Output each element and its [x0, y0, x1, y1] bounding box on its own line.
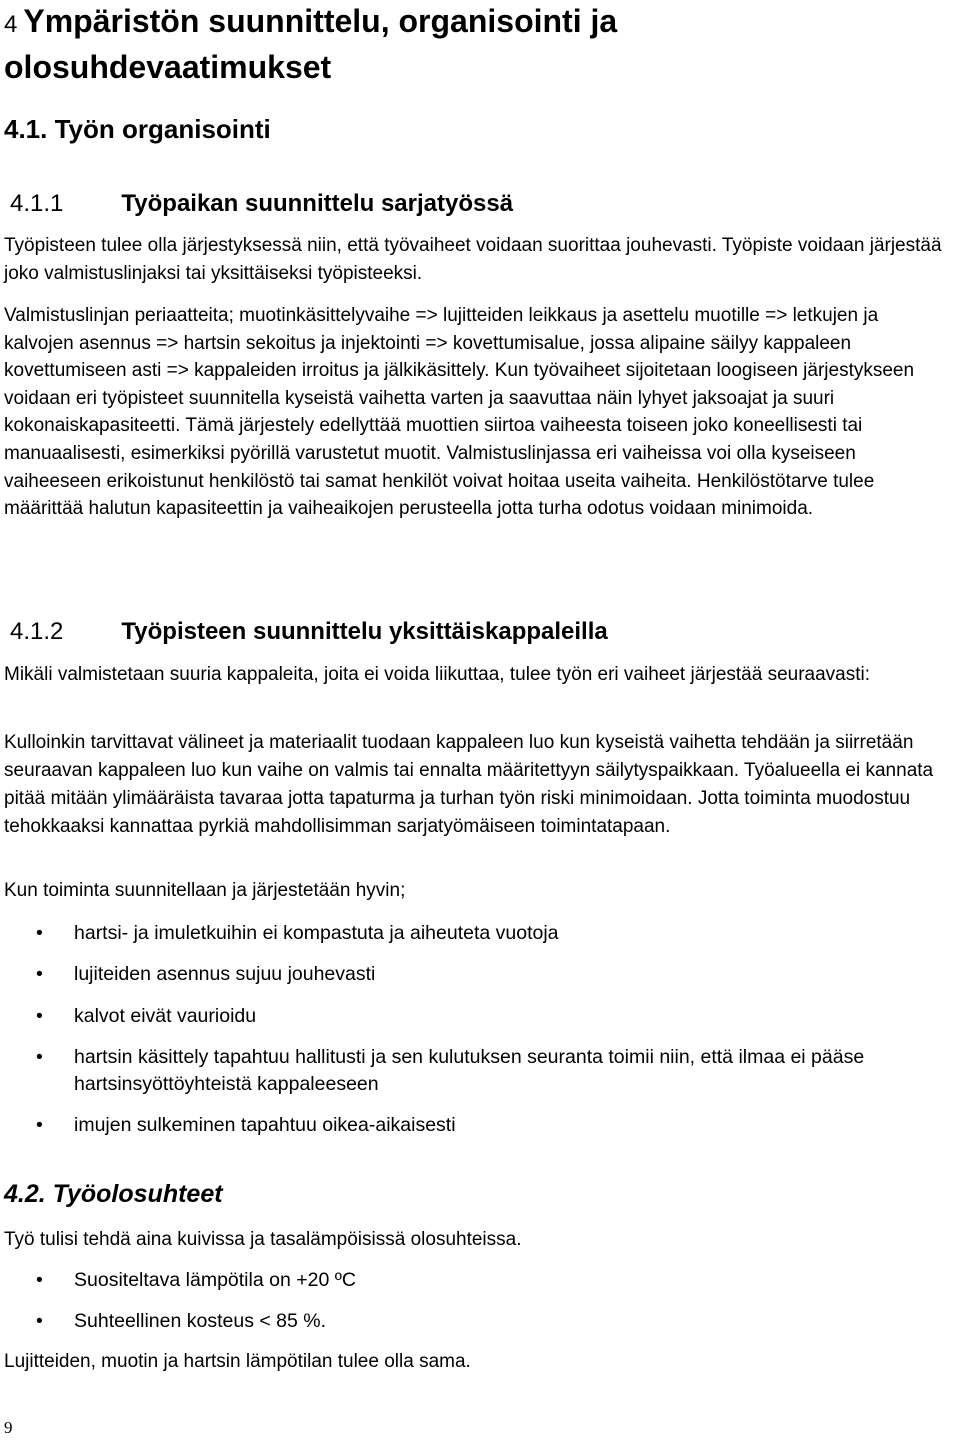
heading-4-2: 4.2. Työolosuhteet: [4, 1180, 223, 1208]
heading-4-1-2: 4.1.2 Työpisteen suunnittelu yksittäiskappaleilla: [10, 618, 608, 645]
list-item: • imujen sulkeminen tapahtuu oikea-aikaisesti: [0, 1112, 952, 1139]
list-item: • lujiteiden asennus sujuu jouhevasti: [0, 961, 952, 988]
bullet-icon: •: [36, 1005, 43, 1027]
list-item: • Suositeltava lämpötila on +20 ºC: [0, 1267, 952, 1294]
paragraph-tools-materials: Kulloinkin tarvittavat välineet ja materiaalit tuodaan kappaleen luo kun kyseistä vaihetta tehdään ja siirretään seuraavan kappaleen luo kun vaihe on valmis tai ennalta määritettyyn säilytyspaikkaan. Työalueella ei kannata pitää mitään ylimääräista tavaraa jotta tapaturma ja turhan työn riski minimoidaan. Jotta toiminta muodostuu tehokkaaksi kannattaa pyrkiä mahdollisimman sarjatyömäiseen toimintatapaan.: [4, 732, 934, 837]
bullet-icon: •: [36, 1046, 43, 1068]
list-item: • kalvot eivät vaurioidu: [0, 1003, 952, 1030]
paragraph-large-parts: Mikäli valmistetaan suuria kappaleita, joita ei voida liikuttaa, tulee työn eri vaiheet järjestää seuraavasti:: [4, 664, 871, 685]
bullet-icon: •: [36, 1310, 43, 1332]
paragraph-workstation-intro: Työpisteen tulee olla järjestyksessä niin, että työvaiheet voidaan suorittaa jouhevasti. Työpiste voidaan järjestää joko valmistuslinjaksi tai yksittäiseksi työpisteeksi.: [4, 235, 942, 284]
paragraph-temperature: Lujitteiden, muotin ja hartsin lämpötilan tulee olla sama.: [4, 1351, 471, 1372]
bullet-icon: •: [36, 922, 43, 944]
heading-4-1-1: 4.1.1 Työpaikan suunnittelu sarjatyössä: [10, 190, 514, 217]
list-item: • hartsin käsittely tapahtuu hallitusti ja sen kulutuksen seuranta toimii niin, että ilmaa ei pääse hartsinsyöttöyhteistä kappaleeseen: [36, 1046, 865, 1095]
page-number: 9: [4, 1418, 13, 1437]
bullet-icon: •: [36, 1114, 43, 1136]
paragraph-working-conditions: Työ tulisi tehdä aina kuivissa ja tasalämpöisissä olosuhteissa.: [4, 1229, 522, 1250]
heading-chapter-4: 4 Ympäristön suunnittelu, organisointi ja olosuhdevaatimukset: [4, 3, 618, 85]
heading-4-1: 4.1. Työn organisointi: [4, 114, 271, 144]
bullet-icon: •: [36, 1269, 43, 1291]
list-item: • Suhteellinen kosteus < 85 %.: [0, 1308, 952, 1335]
paragraph-production-line: Valmistuslinjan periaatteita; muotinkäsittelyvaihe => lujitteiden leikkaus ja asettelu muotille => letkujen ja kalvojen asennus => hartsin sekoitus ja injektointi => kovettumisalue, jossa alipaine säilyy kappaleen kovettumiseen asti => kappaleiden irroitus ja jälkikäsittely. Kun työvaiheet sijoitetaan loogiseen järjestykseen voidaan eri työpisteet suunnitella kyseistä vaihetta varten ja saavuttaa näin lyhyet jaksoajat ja suuri kokonaiskapasiteetti. Tämä järjestely edellyttää muottien siirtoa vaiheesta toiseen joko koneellisesti tai manuaalisesti, esimerkiksi pyörillä varustetut muotit. Valmistuslinjassa eri vaiheissa voi olla kyseiseen vaiheeseen erikoistunut henkilöstö tai samat henkilöt voivat hoitaa useita vaiheita. Henkilöstötarve tulee määrittää halutun kapasiteettin ja vaiheaikojen perusteella jotta turha odotus voidaan minimoida.: [4, 305, 915, 520]
list-item: • hartsi- ja imuletkuihin ei kompastuta ja aiheuteta vuotoja: [0, 920, 952, 947]
paragraph-when-organized: Kun toiminta suunnitellaan ja järjestetään hyvin;: [4, 880, 406, 901]
bullet-icon: •: [36, 963, 43, 985]
